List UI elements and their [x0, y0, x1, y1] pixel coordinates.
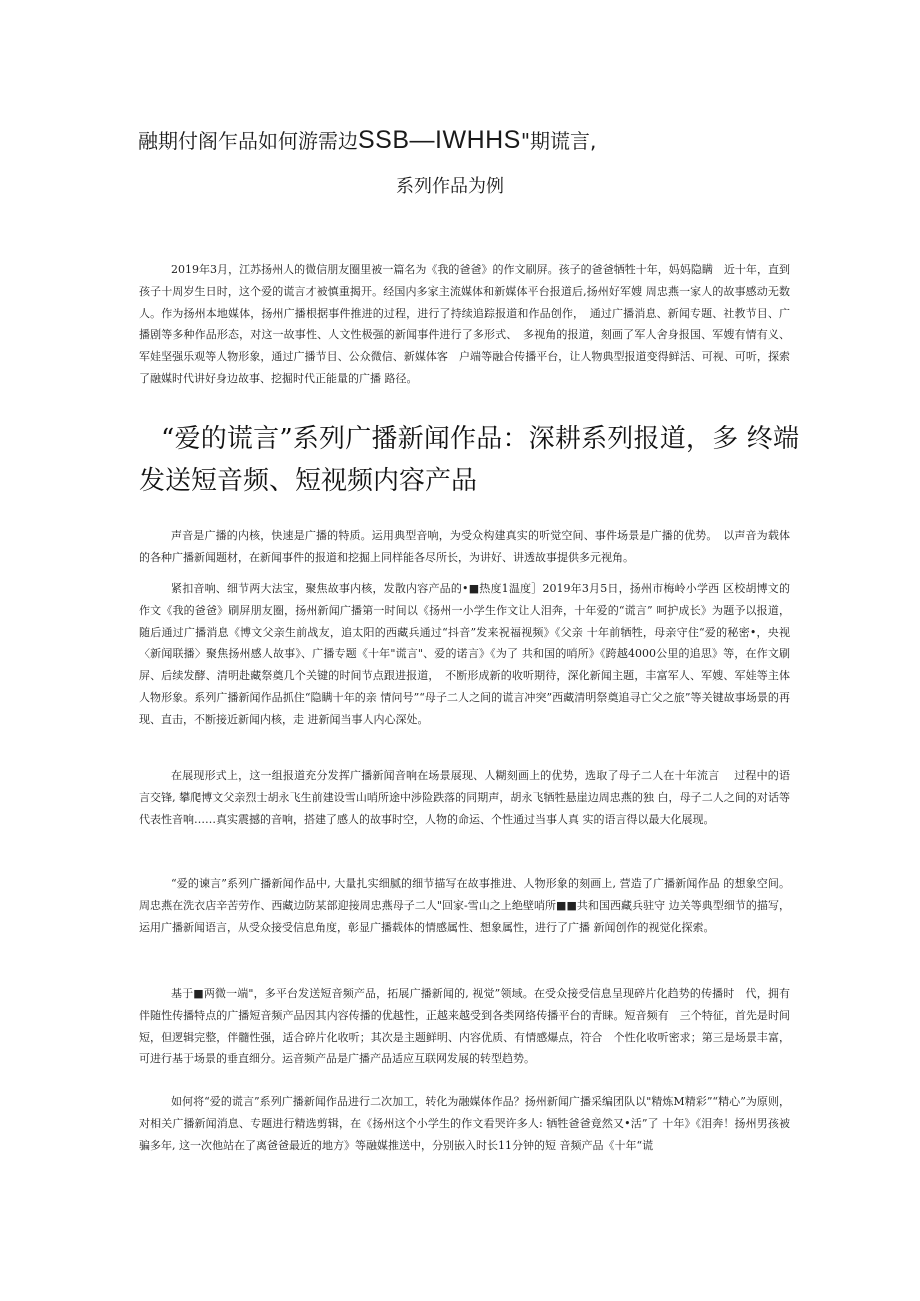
title-prefix: 融期付阁乍品如何游需边 [138, 129, 358, 153]
title-latin: SSB—IWHHS [358, 126, 521, 154]
document-subtitle: 系列作品为例 [396, 176, 504, 197]
title-suffix: "期谎言, [520, 129, 597, 153]
intro-paragraph: 2019年3月，江苏扬州人的微信朋友圈里被一篇名为《我的爸爸》的作文刷屏。孩子的爸爸牺牲十年，妈妈隐瞒 近十年，直到孩子十周岁生日时，这个爱的谎言才被慎重揭开。经国内多家主流媒体和新媒体平台报道后,扬州好军嫂 周忠燕一家人的故事感动无数人。作为扬州本地媒体，扬州广播根据事件推进的过程，进行了持续追踪报道和作品创作， 通过广播消息、新闻专题、社教节目、广播剧等多种作品形态，对这一故事性、人文性极强的新闻事件进行了多形式、 多视角的报道，刻画了军人舍身报国、军嫂有情有义、军娃坚强乐观等人物形象，通过广播节目、公众微信、新媒体客 户端等融合传播平台，让人物典型报道变得鲜活、可视、可听，探索了融媒时代讲好身边故事、挖掘时代正能量的广播 路径。 [139, 263, 790, 385]
body-paragraph-4: “爱的谏言”系列广播新闻作品中, 大量扎实细腻的细节描写在故事推进、人物形象的刻画上, 营造了广播新闻作品 的想象空间。周忠燕在洗衣店辛苦劳作、西藏边防某部迎接周忠燕母子二人"回家-雪山之上绝壁哨所■■共和国西藏兵驻守 边关等典型细节的描写，运用广播新闻语言，从受众接受信息角度，彰显广播载体的情感属性、想象属性，进行了广播 新闻创作的视觉化探索。 [139, 877, 790, 934]
document-title [138, 126, 838, 155]
section-heading: “爱的谎言”系列广播新闻作品：深耕系列报道，多 终端发送短音频、短视频内容产品 [139, 424, 799, 496]
body-paragraph-2: 紧扣音响、细节两大法宝，聚焦故事内核，发散内容产品的•■热度1温度］2019年3月5日，扬州市梅岭小学西 区校胡博文的作文《我的爸爸》刷屏朋友圈，扬州新闻广播第一时间以《扬州一小学生作文让人泪奔，十年爱的“谎言” 呵护成长》为题予以报道，随后通过广播消息《博文父亲生前战友，追太阳的西藏兵通过“抖音”发来祝福视频》《父亲 十年前牺牲，母亲守住“爱的秘密•，央视〈新闻联播〉聚焦扬州感人故事》、广播专题《十年"谎言"、爱的诺言》《为了 共和国的哨所》《跨越4000公里的追思》等，在作文刷屏、后续发酵、清明赴藏祭奠几个关键的时间节点跟进报道， 不断形成新的收听期待，深化新闻主题，丰富军人、军嫂、军娃等主体人物形象。系列广播新闻作品抓住“隐瞒十年的亲 情问号”“母子二人之间的谎言冲突”西藏清明祭奠追寻亡父之旅”等关键故事场景的再现、直击，不断接近新闻内核，走 进新闻当事人内心深处。 [139, 582, 790, 726]
body-paragraph-3: 在展现形式上，这一组报道充分发挥广播新闻音响在场景展现、人糊刻画上的优势，选取了母子二人在十年流言 过程中的语言交锋, 攀爬博文父亲烈士胡永飞生前建设雪山哨所途中涉险跌落的同期声，胡永飞牺牲悬崖边周忠燕的独 白，母子二人之间的对话等代表性音响……真实震撼的音响，搭建了感人的故事时空，人物的命运、个性通过当事人真 实的语言得以最大化展现。 [139, 769, 790, 826]
body-paragraph-1: 声音是广播的内核，快速是广播的特质。运用典型音响，为受众构建真实的听觉空间、事件场景是广播的优势。 以声音为载体的各种广播新闻题材，在新闻事件的报道和挖掘上同样能各尽所长，为讲好、讲透故事提供多元视角。 [139, 529, 790, 564]
body-paragraph-6: 如何将“爱的谎言”系列广播新闻作品进行二次加工，转化为融媒体作品？扬州新闻广播采编团队以"精炼M精彩”“精心”为原则，对相关广播新闻消息、专题进行精选剪辑，在《扬州这个小学生的作文看哭许多人: 牺牲爸爸竟然又•活”了 十年》《泪奔！扬州男孩被骗多年, 这一次他站在了离爸爸最近的地方》等融媒推送中，分别嵌入时长11分钟的短 音频产品《十年“谎 [139, 1095, 790, 1152]
body-paragraph-5: 基于■两微一端"，多平台发送短音频产品，拓展广播新闻的, 视觉”领域。在受众接受信息呈现碎片化趋势的传播时 代，拥有伴随性传播特点的广播短音频产品因其内容传播的优越性，正越来越受到各类网络传播平台的青睐。短音频有 三个特征，首先是时间短，但逻辑完整，伴髓性强，适合碎片化收听；其次是主题鲜明、内容优质、有情感爆点，符合 个性化收听密求；第三是场景丰富，可进行基于场景的垂直细分。运音频产品是广播产品适应互联网发展的转型趋势。 [139, 987, 790, 1066]
